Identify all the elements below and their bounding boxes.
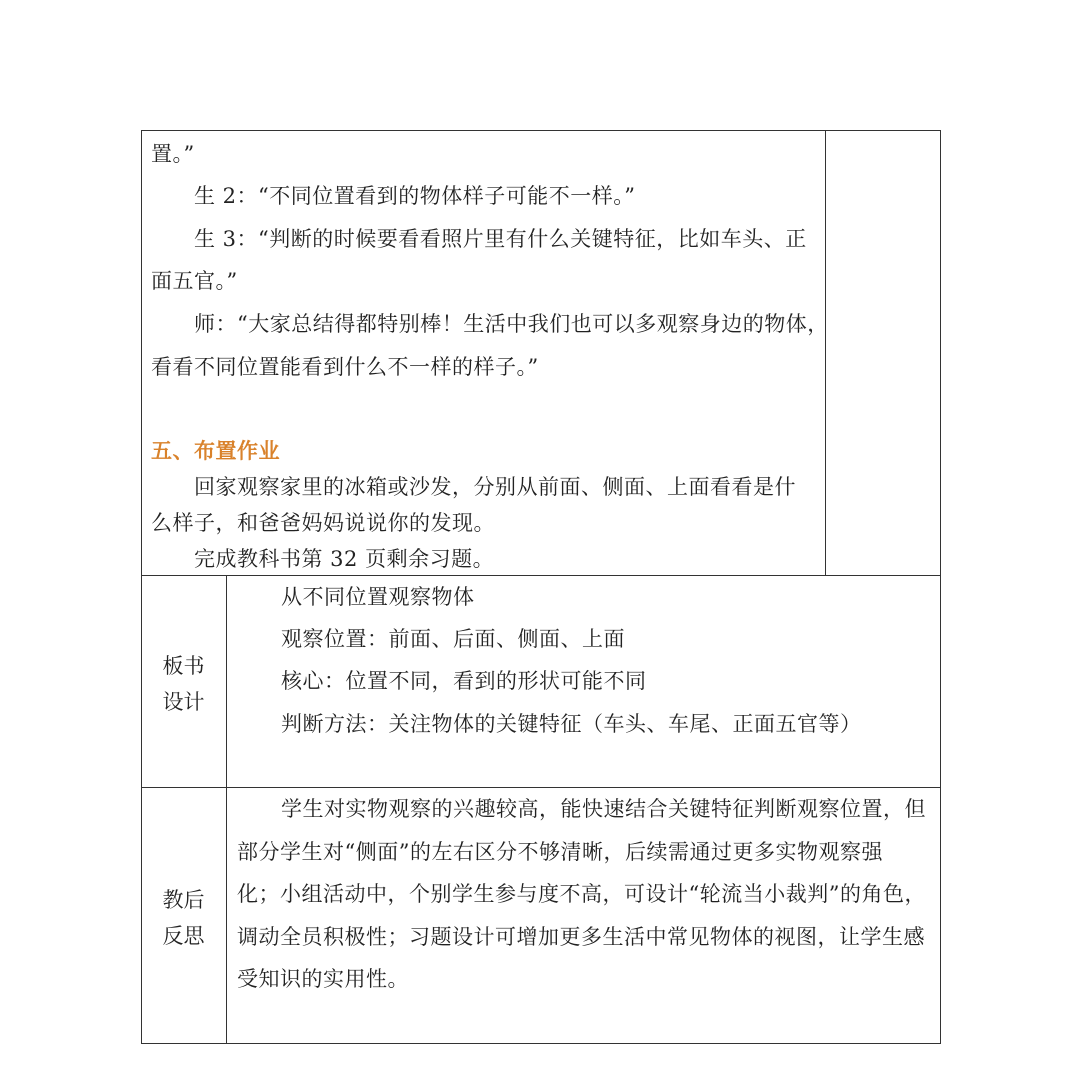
homework-line: 完成教科书第 32 页剩余习题。	[194, 547, 495, 571]
reflection-line: 化；小组活动中，个别学生参与度不高，可设计“轮流当小裁判”的角色，	[237, 882, 926, 906]
label-line: 教后	[162, 888, 205, 912]
label-line: 设计	[162, 690, 205, 714]
reflection-line: 受知识的实用性。	[237, 967, 409, 991]
row-divider-2	[141, 787, 941, 788]
top-column-divider	[825, 130, 826, 575]
board-line: 核心：位置不同，看到的形状可能不同	[281, 669, 647, 693]
row-divider-1	[141, 575, 941, 576]
label-column-divider	[226, 575, 227, 1044]
text-line: 置。”	[151, 142, 195, 166]
reflection-label	[141, 882, 226, 954]
reflection-line: 部分学生对“侧面”的左右区分不够清晰，后续需通过更多实物观察强	[237, 840, 883, 864]
text-line: 看看不同位置能看到什么不一样的样子。”	[151, 355, 539, 379]
board-line: 从不同位置观察物体	[281, 585, 475, 609]
homework-line: 么样子，和爸爸妈妈说说你的发现。	[151, 511, 495, 535]
text-line: 生 3：“判断的时候要看看照片里有什么关键特征，比如车头、正	[194, 227, 807, 251]
text-line: 师：“大家总结得都特别棒！生活中我们也可以多观察身边的物体，	[194, 312, 829, 336]
board-design-label	[141, 648, 226, 720]
homework-line: 回家观察家里的冰箱或沙发，分别从前面、侧面、上面看看是什	[194, 475, 796, 499]
label-line: 反思	[162, 924, 205, 948]
reflection-line: 学生对实物观察的兴趣较高，能快速结合关键特征判断观察位置，但	[281, 797, 926, 821]
board-line: 观察位置：前面、后面、侧面、上面	[281, 627, 625, 651]
board-line: 判断方法：关注物体的关键特征（车头、车尾、正面五官等）	[281, 712, 862, 736]
reflection-line: 调动全员积极性；习题设计可增加更多生活中常见物体的视图，让学生感	[237, 925, 925, 949]
label-line: 板书	[162, 654, 205, 678]
text-line: 面五官。”	[151, 269, 238, 293]
text-line: 生 2：“不同位置看到的物体样子可能不一样。”	[194, 184, 636, 208]
homework-heading: 五、布置作业	[151, 439, 280, 463]
